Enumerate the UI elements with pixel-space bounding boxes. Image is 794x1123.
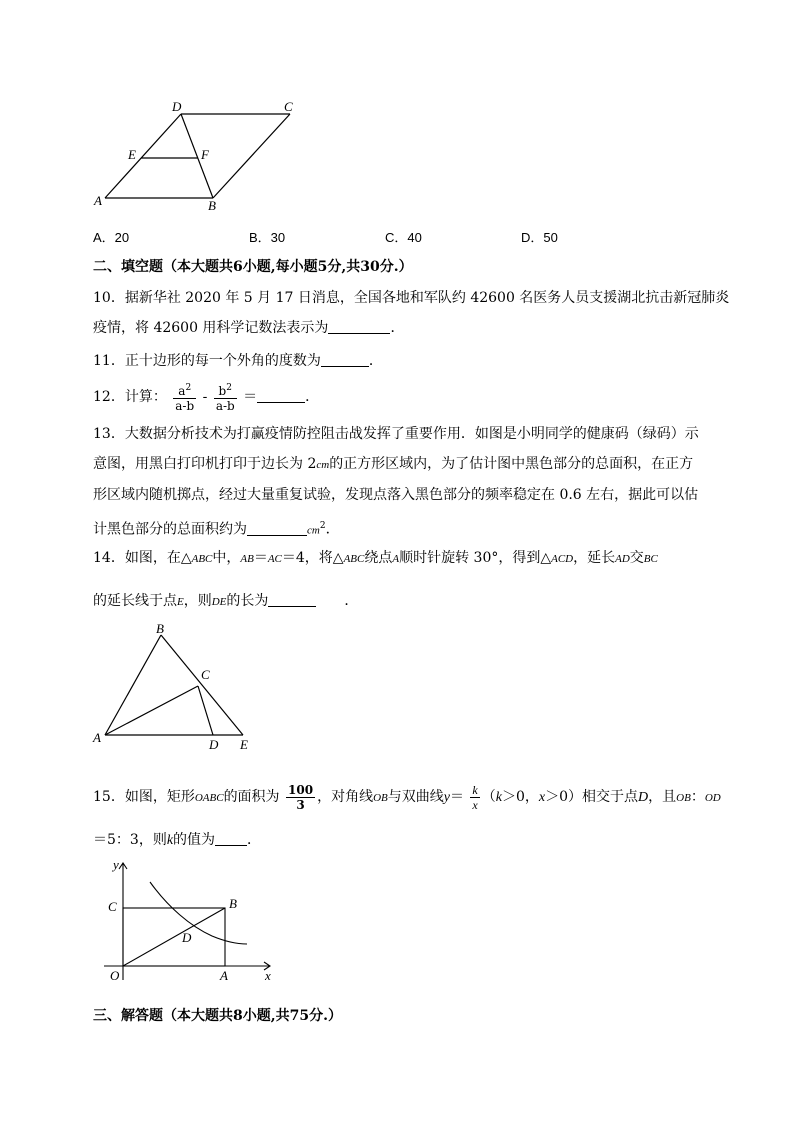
- label-x: x: [265, 968, 271, 983]
- label-a: A: [94, 193, 102, 208]
- coordinate-figure: [92, 855, 292, 985]
- label-o: O: [110, 968, 120, 983]
- label-c: C: [201, 667, 210, 682]
- choice-c: C．40: [385, 230, 422, 245]
- q15-line1: 15．如图，矩形OABC的面积为 $\frac{100}{3}$ ，对角线OB与双曲线y＝ $\frac{k}{x}$ （k＞0，x＞0）相交于点D，且OB：OD: [93, 782, 721, 812]
- label-e: E: [240, 737, 248, 752]
- label-e: E: [128, 147, 136, 162]
- q10-line1: 10．据新华社 2020 年 5 月 17 日消息，全国各地和军队约 42600 名医务人员支援湖北抗击新冠肺炎: [93, 290, 730, 306]
- q13-line1: 13．大数据分析技术为打赢疫情防控阻击战发挥了重要作用．如图是小明同学的健康码（绿码）示: [93, 426, 699, 442]
- section3-heading: 三、解答题（本大题共8小题,共75分.）: [93, 1008, 342, 1024]
- q11-text: 11．正十边形的每一个外角的度数为: [93, 353, 321, 369]
- label-b: B: [208, 198, 216, 213]
- triangle-figure: [88, 620, 258, 752]
- choice-a: A．20: [93, 230, 130, 245]
- answer-blank: [328, 319, 390, 334]
- label-a: A: [220, 968, 228, 983]
- side-ad: [105, 114, 181, 198]
- hyperbola-curve: [150, 882, 247, 944]
- parallelogram-figure: [90, 95, 310, 215]
- q10-line2: 疫情，将 42600 用科学记数法表示为 ．: [93, 320, 405, 336]
- q12-prefix: 12．计算：: [93, 389, 167, 405]
- label-y: y: [113, 857, 119, 872]
- side-bce: [161, 635, 243, 735]
- q12-line: 12．计算： $\frac{a^2}{a-b}$ - $\frac{b^2}{a-b}$ ＝ ．: [93, 383, 320, 413]
- q13-line4: 计黑色部分的总面积约为 $cm^2$．: [93, 521, 340, 538]
- fraction-b2-over-a-minus-b: $\frac{b^2}{a-b}$: [215, 383, 235, 413]
- q10-text: 疫情，将 42600 用科学记数法表示为: [93, 320, 329, 336]
- answer-blank: [247, 521, 307, 536]
- answer-blank: [268, 592, 316, 607]
- q14-line1: 14．如图，在△ABC中，AB＝AC＝4，将△ABC绕点A顺时针旋转 30°，得到△ACD，延长AD交BC: [93, 550, 658, 566]
- q15-line2: ＝5：3，则k的值为 ．: [93, 832, 262, 848]
- choice-d: D．50: [521, 230, 558, 245]
- fraction-k-over-x: $\frac{k}{x}$: [472, 782, 478, 812]
- answer-blank: [321, 352, 369, 367]
- label-a: A: [93, 730, 101, 745]
- answer-blank: [215, 831, 247, 846]
- label-b: B: [156, 621, 164, 636]
- label-c: C: [108, 899, 117, 914]
- label-f: F: [201, 147, 209, 162]
- fraction-a2-over-a-minus-b: $\frac{a^2}{a-b}$: [175, 383, 195, 413]
- choice-b: B．30: [249, 230, 286, 245]
- diagonal-ob: [123, 908, 225, 966]
- q14-line2: 的延长线于点E，则DE的长为 ．: [93, 593, 359, 609]
- q13-line2: 意图，用黑白打印机打印于边长为 2cm的正方形区域内，为了估计图中黑色部分的总面积，在正方: [93, 456, 694, 472]
- label-d: D: [172, 99, 182, 114]
- fraction-100-over-3: $\frac{100}{3}$: [288, 782, 314, 812]
- answer-blank: [257, 388, 305, 403]
- q11-line: 11．正十边形的每一个外角的度数为 ．: [93, 353, 383, 369]
- segment-cd: [198, 686, 213, 735]
- side-cb: [213, 114, 290, 198]
- label-b: B: [229, 896, 237, 911]
- label-d: D: [182, 930, 192, 945]
- section2-heading: 二、填空题（本大题共6小题,每小题5分,共30分.）: [93, 259, 413, 275]
- label-c: C: [284, 99, 293, 114]
- label-d: D: [209, 737, 219, 752]
- q13-line3: 形区域内随机掷点，经过大量重复试验，发现点落入黑色部分的频率稳定在 0.6 左右，据此可以估: [93, 487, 699, 503]
